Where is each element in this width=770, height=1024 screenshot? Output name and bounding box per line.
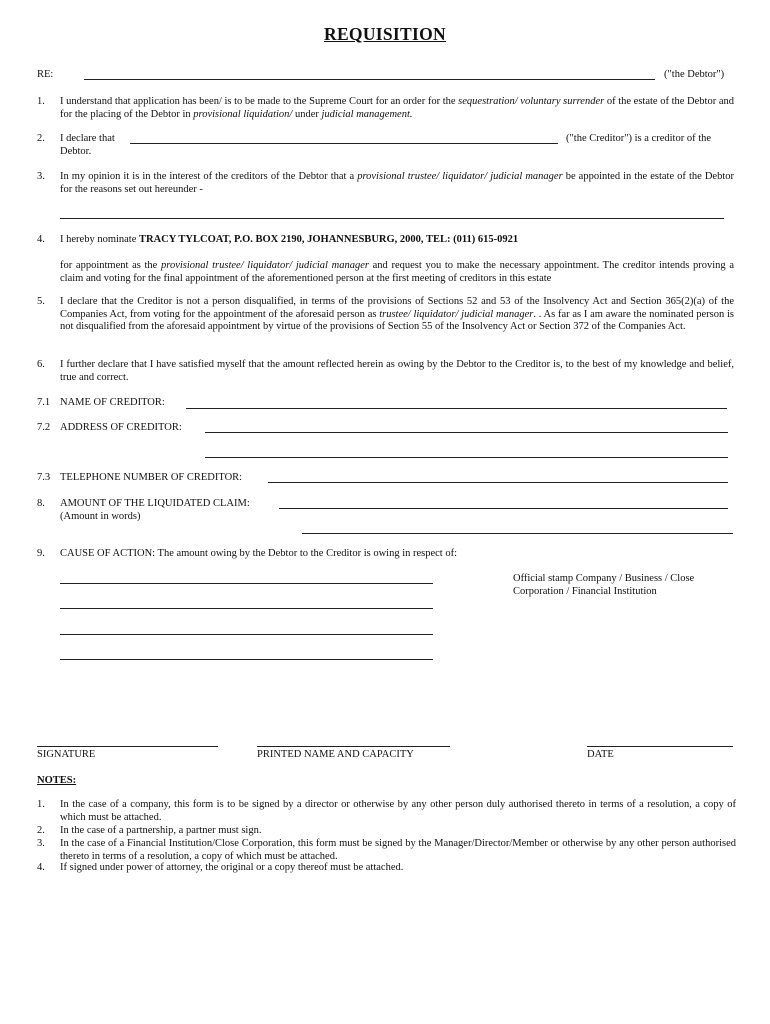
creditor-phone-label: TELEPHONE NUMBER OF CREDITOR: [60, 472, 243, 483]
signature-label: SIGNATURE [37, 749, 96, 760]
note-number: 3. [37, 838, 45, 849]
item-number: 1. [37, 96, 45, 107]
field-number: 8. [37, 498, 45, 509]
re-label: RE: [37, 69, 54, 80]
printed-name-line[interactable] [257, 746, 450, 747]
item-number: 4. [37, 234, 45, 245]
creditor-address-line[interactable] [205, 432, 728, 433]
declare-label: I declare that [60, 133, 115, 144]
paragraph-6: I further declare that I have satisfied myself that the amount reflected herein as owing by the Debtor to the Creditor is, to the best of my knowledge and belief, true and correct. [60, 359, 734, 383]
creditor-name-label: NAME OF CREDITOR: [60, 397, 165, 408]
note-item: In the case of a company, this form is to be signed by a director or otherwise by any other person duly authorised thereto in terms of a resolution, a copy of which must be attached. [60, 799, 736, 823]
creditor-phone-line[interactable] [268, 482, 728, 483]
claim-amount-label: AMOUNT OF THE LIQUIDATED CLAIM: [60, 498, 250, 509]
paragraph-1: I understand that application has been/ is to be made to the Supreme Court for an order for the sequestration/ voluntary surrender of the estate of the Debtor and for the placing of the Debtor in provisional liquidation/ under judicial management. [60, 96, 734, 120]
item-number: 6. [37, 359, 45, 370]
amount-words-line[interactable] [302, 533, 733, 534]
date-label: DATE [587, 749, 614, 760]
cause-line-3[interactable] [60, 634, 433, 635]
notes-heading: NOTES: [37, 775, 77, 786]
paragraph-3: In my opinion it is in the interest of the creditors of the Debtor that a provisional trustee/ liquidator/ judicial manager be appointed in the estate of the Debtor for the reasons set out hereunder - [60, 171, 734, 195]
cause-line-1[interactable] [60, 583, 433, 584]
printed-name-label: PRINTED NAME AND CAPACITY [257, 749, 414, 760]
field-number: 7.1 [37, 397, 51, 408]
note-number: 4. [37, 862, 45, 873]
item-number: 2. [37, 133, 45, 144]
claim-amount-line[interactable] [279, 508, 728, 509]
debtor-word: Debtor. [60, 146, 92, 157]
creditor-address-line-2[interactable] [205, 457, 728, 458]
debtor-name-line[interactable] [84, 79, 655, 80]
creditor-address-label: ADDRESS OF CREDITOR: [60, 422, 182, 433]
creditor-declare-line[interactable] [130, 143, 558, 144]
reasons-line[interactable] [60, 218, 724, 219]
page-title: REQUISITION [324, 24, 446, 44]
note-item: In the case of a partnership, a partner must sign. [60, 825, 262, 836]
creditor-suffix: ("the Creditor") is a creditor of the [566, 133, 712, 144]
paragraph-5: I declare that the Creditor is not a person disqualified, in terms of the provisions of Sections 52 and 53 of the Insolvency Act and Section 365(2)(a) of the Companies Act, from voting for the appointment of the aforesaid person as trustee/ liquidator/ judicial manager. . As far as I am aware the nominated person is not disqualified from the aforesaid appointment by virtue of the provisions of Section 55 of the Insolvency Act or Section 372 of the Companies Act. [60, 296, 734, 332]
nominate-line: I hereby nominate TRACY TYLCOAT, P.O. BOX 2190, JOHANNESBURG, 2000, TEL: (011) 615-0921 [60, 234, 519, 245]
creditor-name-line[interactable] [186, 408, 727, 409]
signature-line[interactable] [37, 746, 218, 747]
debtor-suffix: ("the Debtor") [664, 69, 725, 80]
note-item: In the case of a Financial Institution/Close Corporation, this form must be signed by the Manager/Director/Member or otherwise by any other person authorised thereto in terms of a resolution, a copy of which must be attached. [60, 838, 736, 862]
field-number: 7.3 [37, 472, 51, 483]
cause-line-4[interactable] [60, 659, 433, 660]
note-number: 1. [37, 799, 45, 810]
field-number: 9. [37, 548, 45, 559]
cause-line-2[interactable] [60, 608, 433, 609]
note-item: If signed under power of attorney, the original or a copy thereof must be attached. [60, 862, 404, 873]
date-line[interactable] [587, 746, 733, 747]
item-number: 5. [37, 296, 45, 307]
amount-in-words-label: (Amount in words) [60, 511, 141, 522]
item-number: 3. [37, 171, 45, 182]
cause-of-action-label: CAUSE OF ACTION: The amount owing by the Debtor to the Creditor is owing in respect of: [60, 548, 458, 559]
field-number: 7.2 [37, 422, 51, 433]
official-stamp-note: Official stamp Company / Business / Close Corporation / Financial Institution [513, 573, 695, 597]
paragraph-4: for appointment as the provisional trustee/ liquidator/ judicial manager and request you to make the necessary appointment. The creditor intends proving a claim and voting for the final appointment of the aforementioned person at the first meeting of creditors in this estate [60, 260, 734, 284]
note-number: 2. [37, 825, 45, 836]
